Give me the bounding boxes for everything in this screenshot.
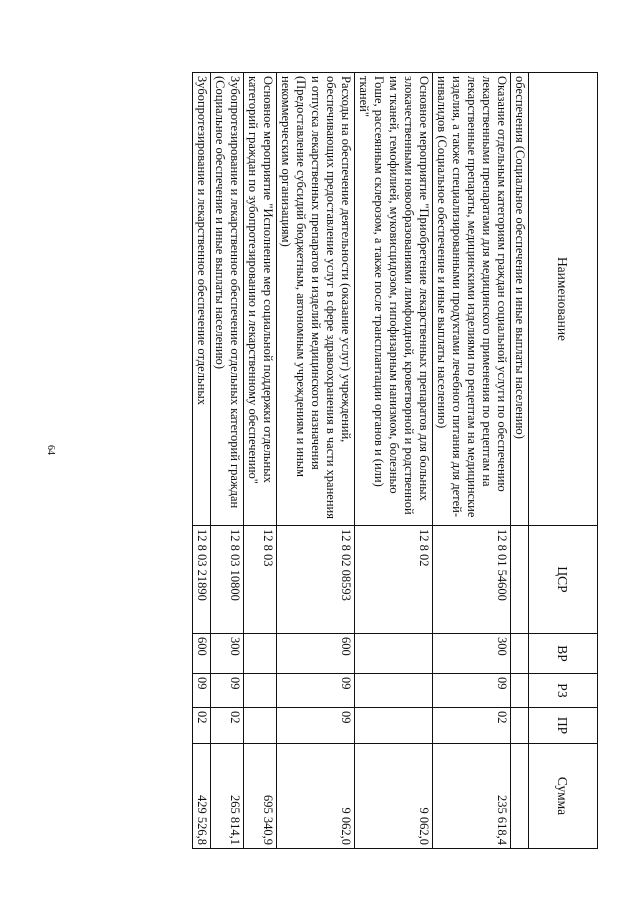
cell-csr: 12 8 02 08593	[277, 526, 355, 634]
cell-csr: 12 8 03	[244, 526, 277, 634]
cell-sum	[511, 744, 529, 849]
header-sum: Сумма	[529, 744, 598, 849]
cell-name: Основное мероприятие "Приобретение лекарственных препаратов для больных злокачественными новообразованиями лимфоидной, кроветворной и родственной им тканей, гемофилией, муковисцидозом, гипофизарным нанизмом, болезнью Гоше, рассеянным склерозом, а также после трансплантации органов и (или) тканей"	[355, 73, 433, 526]
header-name: Наименование	[529, 73, 598, 526]
cell-pr: 02	[193, 708, 211, 744]
table-row	[211, 73, 244, 849]
table-row	[277, 73, 355, 849]
cell-name: Зубопротезирование и лекарственное обеспечение отдельных	[193, 73, 211, 526]
cell-vr: 600	[277, 634, 355, 674]
cell-rz: 09	[433, 674, 511, 708]
cell-rz	[244, 674, 277, 708]
cell-sum: 235 618,4	[433, 744, 511, 849]
cell-sum: 265 814,1	[211, 744, 244, 849]
cell-sum: 9 062,0	[355, 744, 433, 849]
cell-rz: 09	[211, 674, 244, 708]
cell-rz	[355, 674, 433, 708]
table-header-row	[529, 73, 598, 849]
budget-table	[192, 72, 598, 849]
cell-sum: 695 340,9	[244, 744, 277, 849]
cell-vr	[355, 634, 433, 674]
cell-vr	[511, 634, 529, 674]
cell-vr: 300	[433, 634, 511, 674]
rotated-sheet	[88, 72, 598, 848]
cell-name: Зубопротезирование и лекарственное обеспечение отдельных категорий граждан (Социальное обеспечение и иные выплаты населению)	[211, 73, 244, 526]
cell-pr: 02	[211, 708, 244, 744]
cell-sum: 9 062,0	[277, 744, 355, 849]
table-row	[433, 73, 511, 849]
cell-sum: 429 526,8	[193, 744, 211, 849]
cell-pr	[355, 708, 433, 744]
cell-csr: 12 8 01 54600	[433, 526, 511, 634]
page-number: 64	[45, 445, 56, 455]
cell-vr: 300	[211, 634, 244, 674]
cell-name: Оказание отдельным категориям граждан социальной услуги по обеспечению лекарственными препаратами для медицинского применения по рецептам на лекарственные препараты, медицинскими изделиями по рецептам на медицинские изделия, а также специализированными продуктами лечебного питания для детей-инвалидов (Социальное обеспечение и иные выплаты населению)	[433, 73, 511, 526]
header-rz: РЗ	[529, 674, 598, 708]
table-row	[355, 73, 433, 849]
table-row	[511, 73, 529, 849]
header-pr: ПР	[529, 708, 598, 744]
cell-name: Основное мероприятие "Исполнение мер социальной поддержки отдельных категорий граждан по зубопротезированию и лекарственному обеспечению"	[244, 73, 277, 526]
cell-pr: 02	[433, 708, 511, 744]
cell-vr	[244, 634, 277, 674]
cell-csr: 12 8 03 21890	[193, 526, 211, 634]
cell-pr: 09	[277, 708, 355, 744]
cell-pr	[511, 708, 529, 744]
cell-rz: 09	[277, 674, 355, 708]
cell-csr: 12 8 02	[355, 526, 433, 634]
cell-rz: 09	[193, 674, 211, 708]
cell-vr: 600	[193, 634, 211, 674]
cell-pr	[244, 708, 277, 744]
cell-name: Расходы на обеспечение деятельности (оказание услуг) учреждений, обеспечивающих предоставление услуг в сфере здравоохранения в части хранения и отпуска лекарственных препаратов и изделий медицинского назначения (Предоставление субсидий бюджетным, автономным учреждениям и иным некоммерческим организациям)	[277, 73, 355, 526]
cell-name: обеспечения (Социальное обеспечение и иные выплаты населению)	[511, 73, 529, 526]
table-row	[244, 73, 277, 849]
table-row	[193, 73, 211, 849]
cell-csr: 12 8 03 10800	[211, 526, 244, 634]
header-csr: ЦСР	[529, 526, 598, 634]
cell-csr	[511, 526, 529, 634]
cell-rz	[511, 674, 529, 708]
header-vr: ВР	[529, 634, 598, 674]
